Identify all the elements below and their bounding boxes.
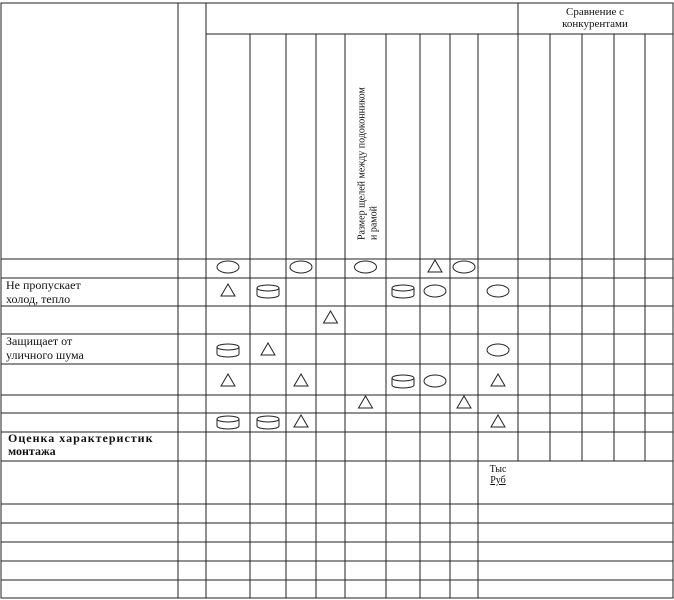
relation-triangle-icon (221, 374, 235, 386)
relation-ellipse-icon (487, 344, 509, 356)
table-cells (6, 6, 628, 486)
relation-ellipse-icon (217, 261, 239, 273)
relation-triangle-icon (457, 396, 471, 408)
evaluation-label: Оценка характеристик монтажа (8, 431, 154, 458)
relation-ellipse-icon (424, 375, 446, 387)
relation-cylinder-icon (217, 416, 239, 429)
relation-ellipse-icon (453, 261, 475, 273)
relation-ellipse-icon (424, 285, 446, 297)
relation-cylinder-icon (392, 285, 414, 298)
relation-ellipse-icon (355, 261, 377, 273)
relation-triangle-icon (491, 415, 505, 427)
relation-cylinder-icon (257, 416, 279, 429)
relation-triangle-icon (221, 284, 235, 296)
relation-triangle-icon (359, 396, 373, 408)
relation-triangle-icon (428, 260, 442, 272)
comparison-header: Сравнение с конкурентами (562, 6, 628, 30)
relation-ellipse-icon (290, 261, 312, 273)
requirement-name-1: Не пропускает холод, тепло (6, 278, 81, 306)
requirement-name-3: Защищает от уличного шума (6, 334, 84, 362)
relation-triangle-icon (491, 374, 505, 386)
relation-cylinder-icon (217, 344, 239, 357)
relation-cylinder-icon (392, 375, 414, 388)
unit-value-8: Тыс Руб (489, 464, 507, 486)
table-grid (1, 3, 673, 598)
char-header-4: Размер щелей между подоконникоми рамой (356, 87, 380, 240)
relation-triangle-icon (324, 311, 338, 323)
relation-cylinder-icon (257, 285, 279, 298)
relation-triangle-icon (294, 415, 308, 427)
relation-triangle-icon (261, 343, 275, 355)
relation-ellipse-icon (487, 285, 509, 297)
relation-triangle-icon (294, 374, 308, 386)
